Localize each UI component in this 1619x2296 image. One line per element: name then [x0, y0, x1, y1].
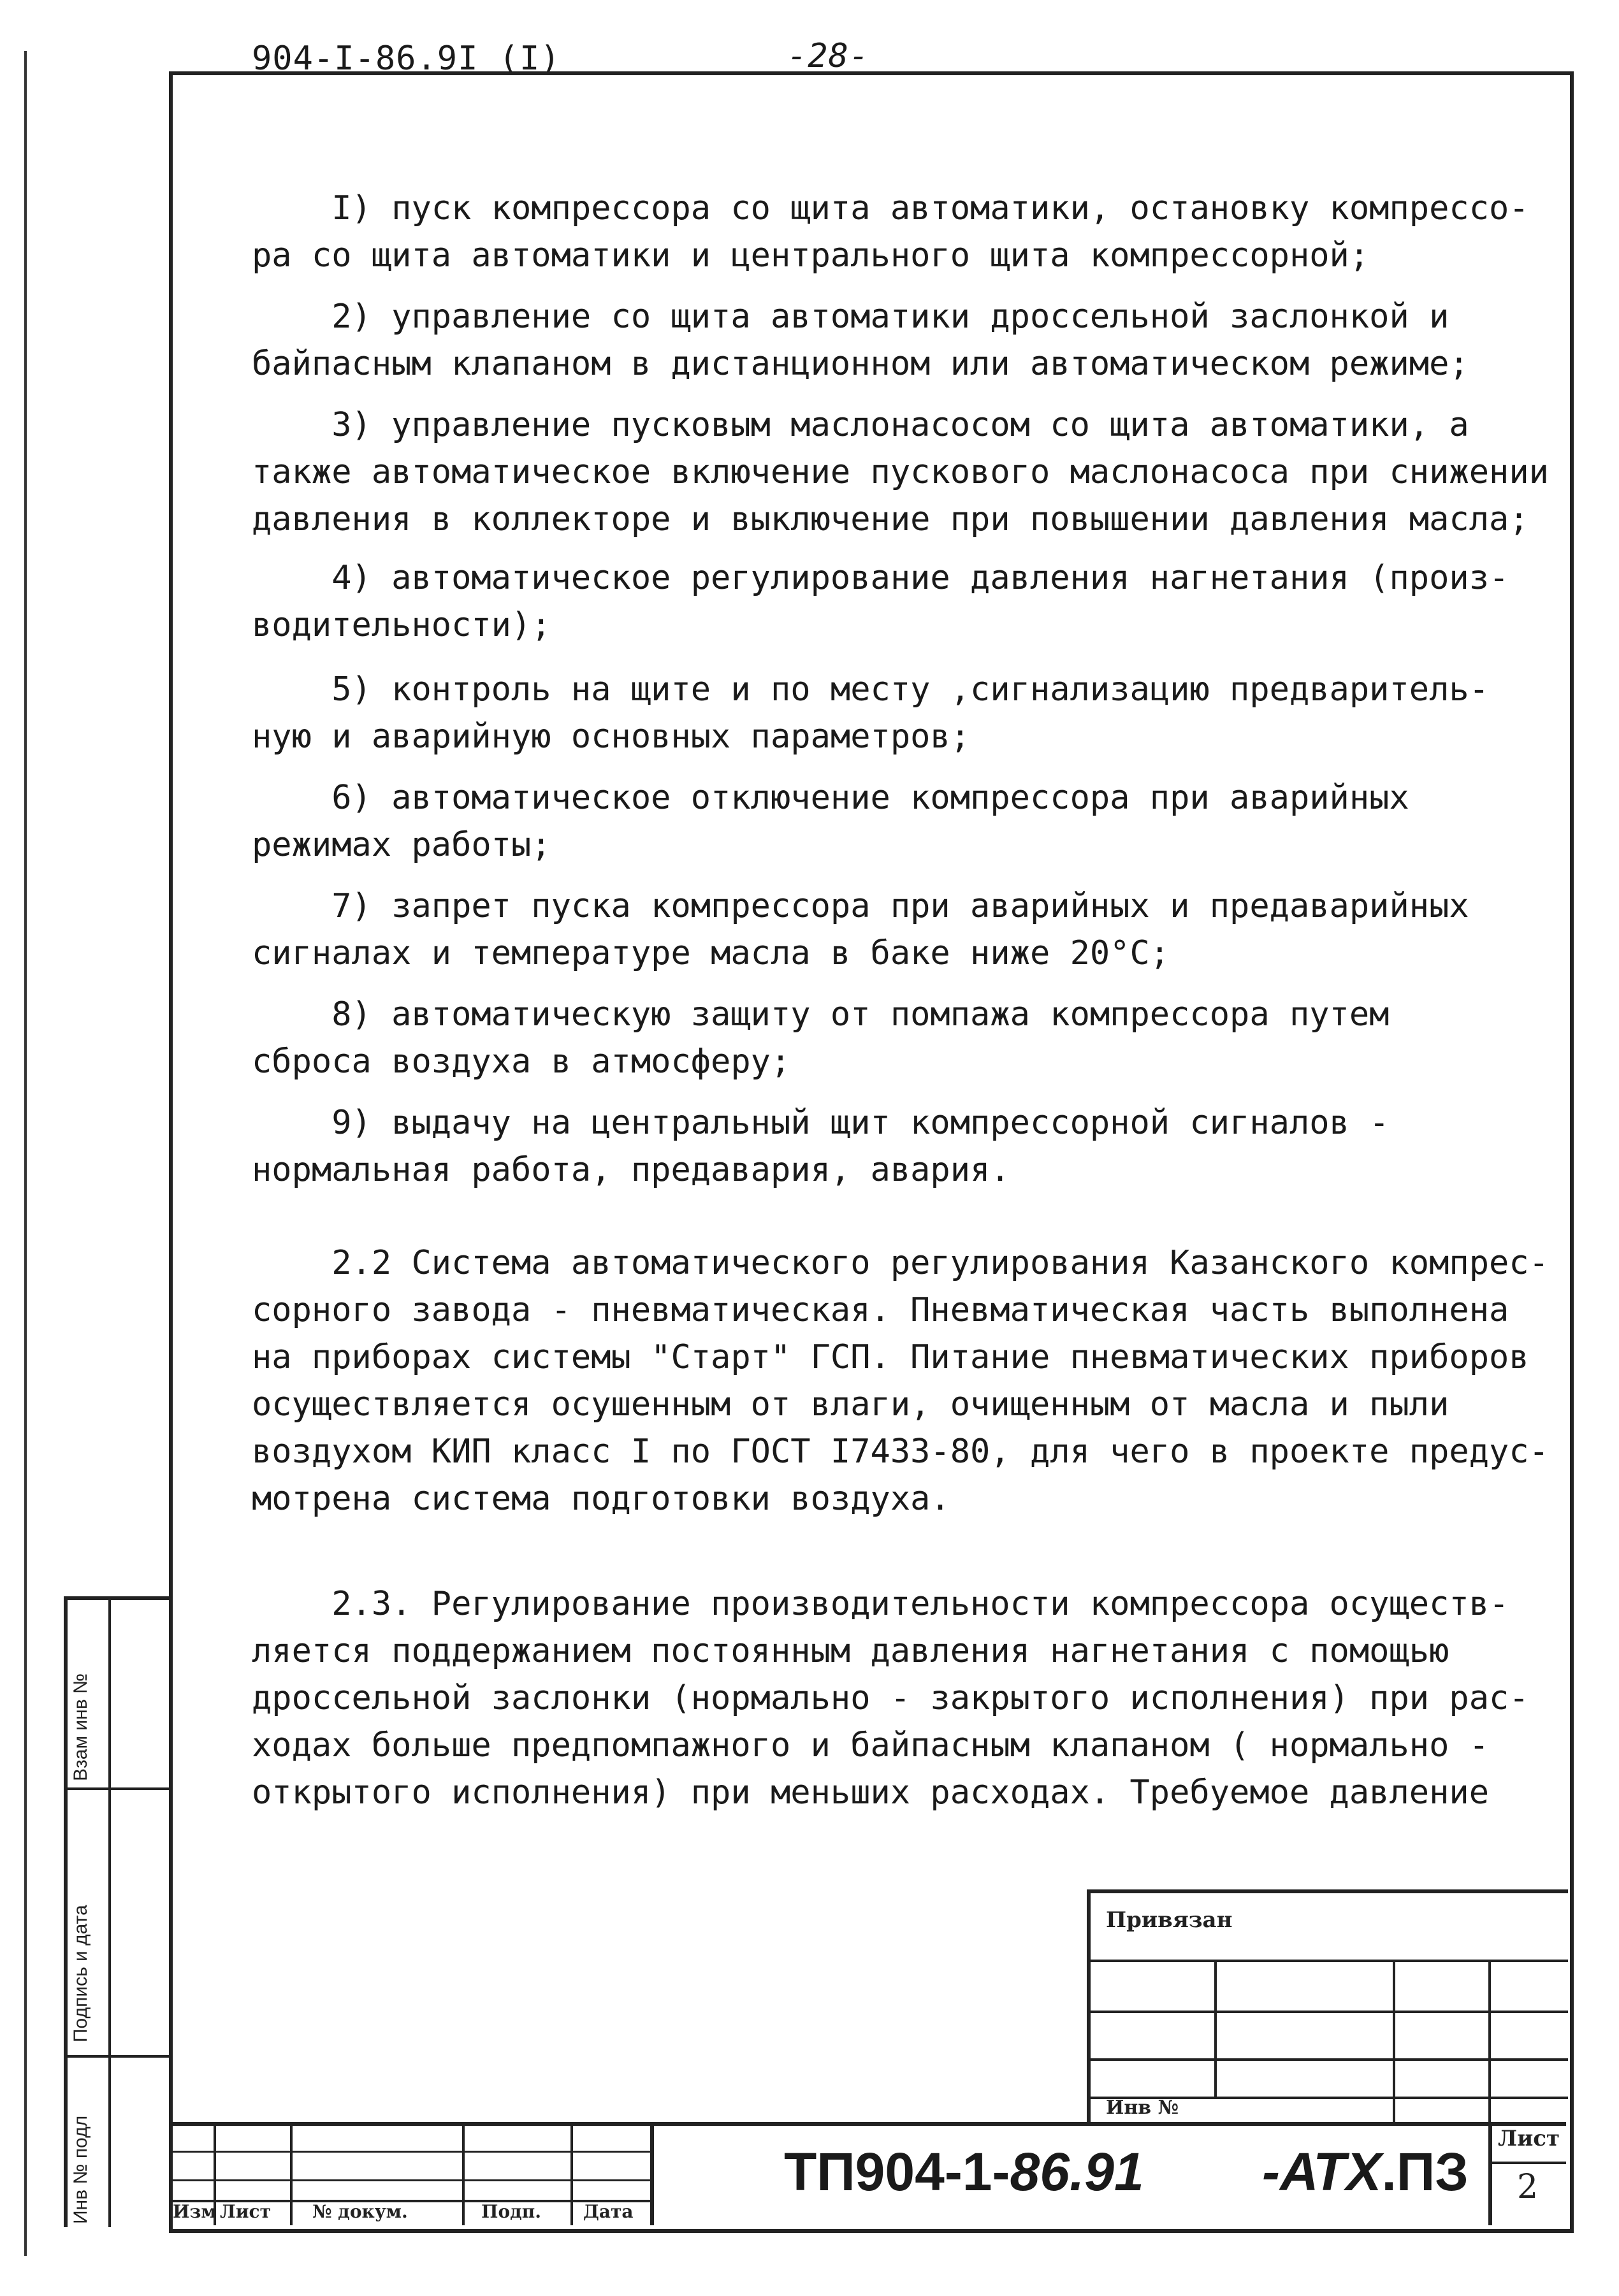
text-line: давления в коллекторе и выключение при повышении давления масла;: [252, 500, 1529, 538]
text-line: нормальная работа, предавария, авария.: [252, 1151, 1010, 1189]
text-line: сброса воздуха в атмосферу;: [252, 1043, 791, 1081]
privyazan-label: Привязан: [1106, 1907, 1233, 1933]
sidebar-vzam-inv: Взам инв №: [70, 1673, 91, 1781]
text-line: ра со щита автоматики и центрального щита компрессорной;: [252, 236, 1370, 275]
sidebar-stamp: [64, 1596, 172, 2227]
paragraph: [252, 401, 1549, 543]
text-line: водительности);: [252, 606, 551, 644]
paragraph: [252, 991, 1527, 1085]
text-line: 4) автоматическое регулирование давления нагнетания (произ-: [252, 559, 1509, 597]
text-line: 6) автоматическое отключение компрессора при аварийных: [252, 779, 1409, 817]
list-label: Лист: [220, 2201, 271, 2222]
text-line: 8) автоматическую защиту от помпажа компрессора путем: [252, 995, 1390, 1034]
text-line: мотрена система подготовки воздуха.: [252, 1480, 950, 1518]
text-line: сигналах и температуре масла в баке ниже 20°С;: [252, 934, 1170, 972]
izm-label: Изм: [173, 2201, 217, 2222]
data-label: Дата: [583, 2201, 634, 2222]
text-line: 2.2 Система автоматического регулирования Казанского компрес-: [252, 1244, 1549, 1282]
text-line: байпасным клапаном в дистанционном или автоматическом режиме;: [252, 345, 1469, 383]
text-line: ляется поддержанием постоянным давления нагнетания с помощью: [252, 1632, 1449, 1670]
paragraph: [252, 666, 1527, 760]
page-number: -28-: [787, 37, 870, 75]
sheet-label: Лист: [1498, 2126, 1560, 2151]
text-line: 3) управление пусковым маслонасосом со щита автоматики, а: [252, 406, 1469, 444]
sidebar-inv-podl: Инв № подл: [70, 2115, 91, 2224]
paragraph: [252, 185, 1527, 279]
designation-prefix: ТП904-1-: [784, 2142, 1010, 2202]
text-line: дроссельной заслонки (нормально - закрытого исполнения) при рас-: [252, 1679, 1529, 1717]
text-line: осуществляется осушенным от влаги, очищенным от масла и пыли: [252, 1385, 1449, 1424]
text-line: воздухом КИП класс I по ГОСТ I7433-80, для чего в проекте предус-: [252, 1433, 1549, 1471]
sidebar-podpis-data: Подпись и дата: [70, 1905, 91, 2042]
text-line: на приборах системы "Старт" ГСП. Питание пневматических приборов: [252, 1338, 1529, 1376]
suffix-pz: .ПЗ: [1381, 2142, 1469, 2202]
text-line: открытого исполнения) при меньших расходах. Требуемое давление: [252, 1773, 1490, 1812]
n-dokum-label: № докум.: [312, 2201, 408, 2222]
paragraph: [252, 293, 1527, 387]
document-suffix: [1262, 2141, 1469, 2203]
privyazan-block: [1087, 1889, 1568, 2122]
text-line: 2) управление со щита автоматики дроссельной заслонкой и: [252, 298, 1449, 336]
margin-rule-left: [24, 51, 27, 2256]
document-code-header: 904-I-86.9I (I): [252, 40, 561, 78]
podp-label: Подп.: [481, 2201, 542, 2222]
text-line: ходах больше предпомпажного и байпасным клапаном ( нормально -: [252, 1726, 1490, 1765]
designation-number: 86.91: [1010, 2142, 1144, 2202]
sheet-number: 2: [1517, 2168, 1539, 2206]
paragraph: [252, 1580, 1527, 1816]
document-designation: [784, 2141, 1144, 2203]
paragraph: [252, 1239, 1549, 1522]
text-line: сорного завода - пневматическая. Пневматическая часть выполнена: [252, 1291, 1509, 1329]
text-line: 9) выдачу на центральный щит компрессорной сигналов -: [252, 1104, 1390, 1142]
text-line: ную и аварийную основных параметров;: [252, 718, 971, 756]
title-block: [169, 2122, 1566, 2225]
text-line: 7) запрет пуска компрессора при аварийных и предаварийных: [252, 887, 1469, 925]
text-line: I) пуск компрессора со щита автоматики, остановку компрессо-: [252, 189, 1529, 227]
text-line: режимах работы;: [252, 826, 551, 864]
paragraph: [252, 1099, 1527, 1194]
suffix-atx: -АТХ: [1262, 2142, 1382, 2202]
text-line: 5) контроль на щите и по месту ,сигнализацию предваритель-: [252, 670, 1490, 709]
paragraph: [252, 774, 1527, 869]
paragraph: [252, 554, 1527, 649]
text-line: также автоматическое включение пускового маслонасоса при снижении: [252, 453, 1549, 491]
text-line: 2.3. Регулирование производительности компрессора осуществ-: [252, 1585, 1509, 1623]
inv-no-label: Инв №: [1106, 2097, 1179, 2119]
paragraph: [252, 883, 1527, 977]
